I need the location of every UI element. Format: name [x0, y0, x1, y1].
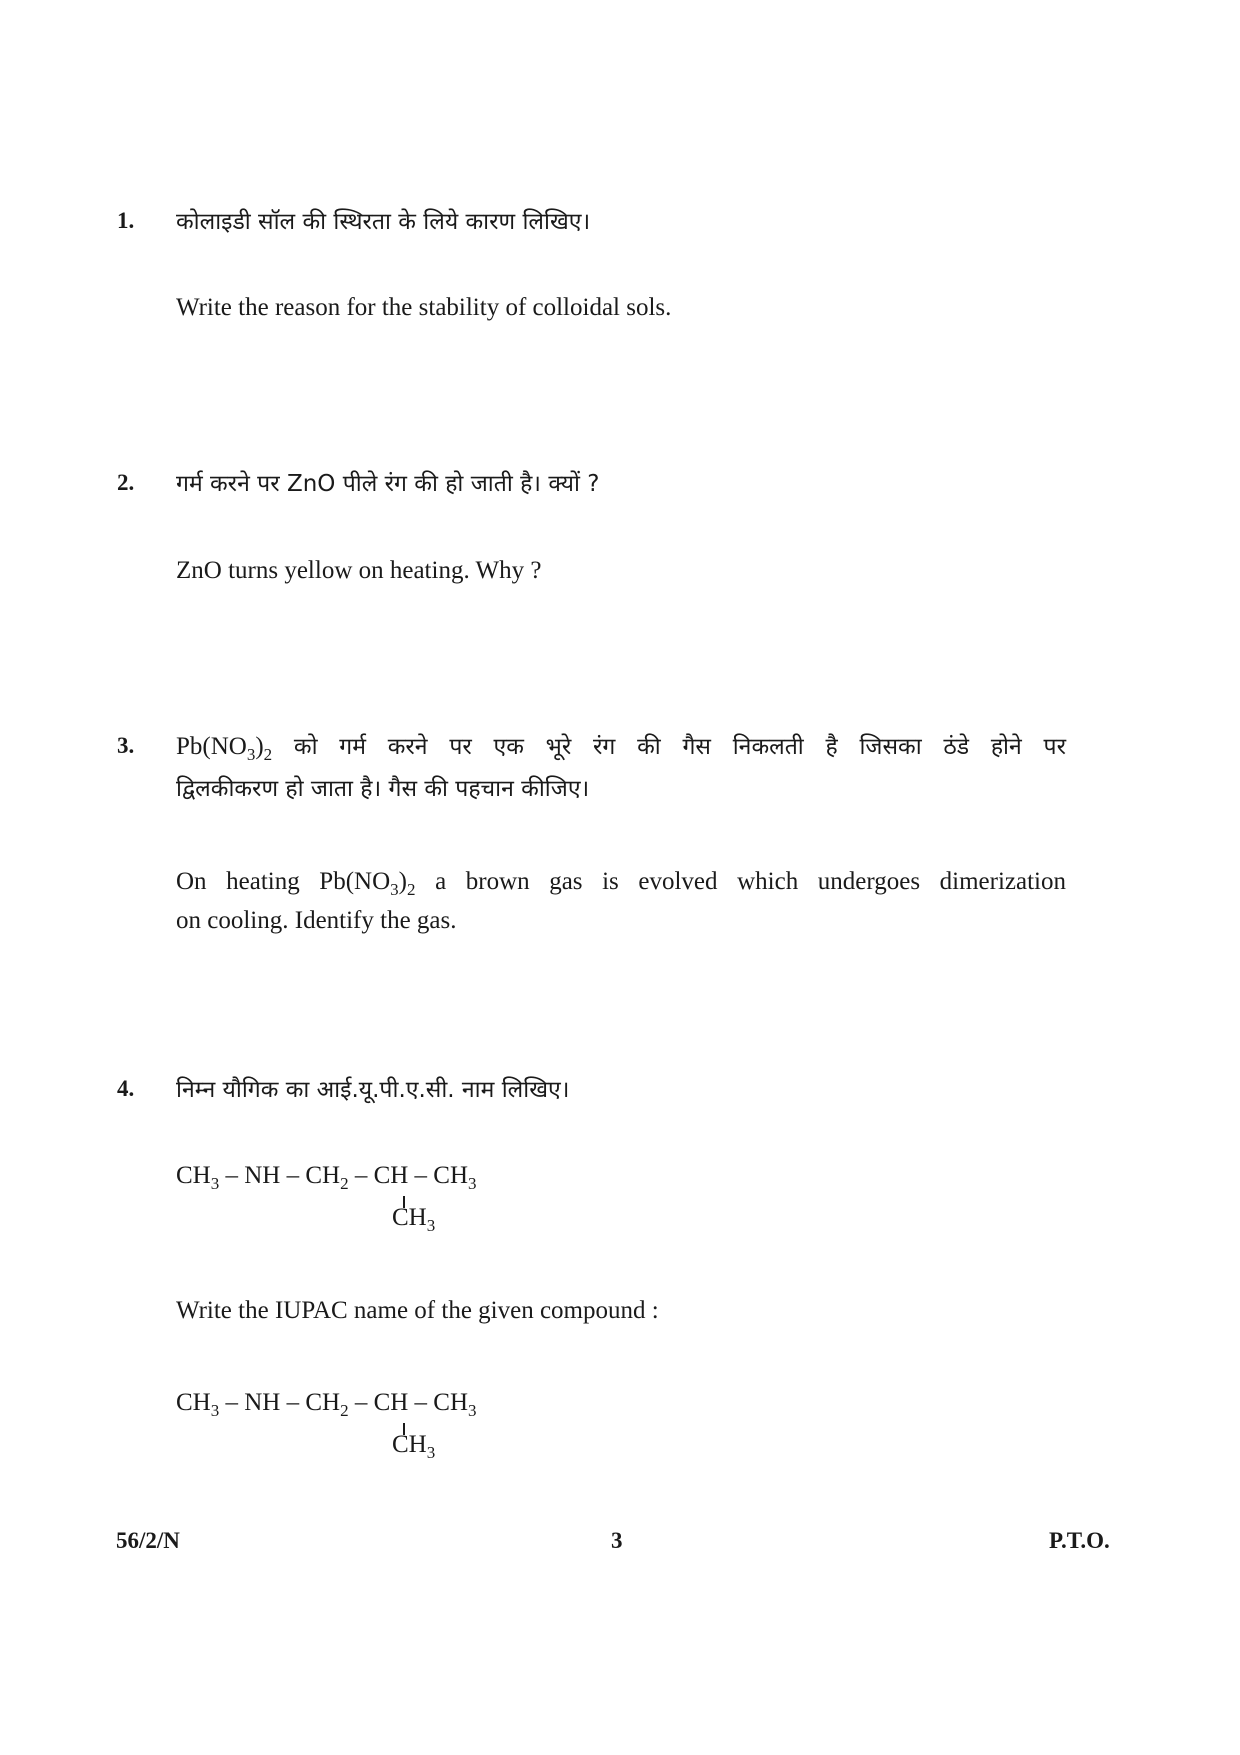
question-3-english-line-2: on cooling. Identify the gas. [176, 907, 457, 934]
question-1-hindi: कोलाइडी सॉल की स्थिरता के लिये कारण लिखिए। [176, 209, 591, 235]
structural-formula-1 [176, 1162, 576, 1242]
formula-branch: $CH_3$ [392, 1204, 436, 1235]
paper-code: 56/2/N [116, 1528, 180, 1553]
formula-lead-nitrate: $Pb(NO_3)_2$ [176, 733, 273, 764]
question-2-number: 2. [117, 470, 135, 495]
formula-branch: $CH_3$ [392, 1431, 436, 1462]
question-2-english: ZnO turns yellow on heating. Why ? [176, 557, 542, 584]
question-3-hindi-line-1: $Pb(NO_3)_2$ को गर्म करने पर एक भूरे रंग की गैस निकलती है जिसका ठंडे होने पर [176, 733, 1066, 764]
page-number: 3 [611, 1528, 623, 1553]
question-4-number: 4. [117, 1076, 135, 1101]
question-4-hindi: निम्न यौगिक का आई.यू.पी.ए.सी. नाम लिखिए। [176, 1077, 570, 1103]
question-2-hindi: गर्म करने पर ZnO पीले रंग की हो जाती है। क्यों ? [176, 471, 600, 497]
please-turn-over: P.T.O. [1049, 1528, 1110, 1553]
formula-main-chain: $CH_3$ – NH – $CH_2$ – CH – $CH_3$ [176, 1162, 477, 1193]
question-1-english: Write the reason for the stability of colloidal sols. [176, 294, 672, 321]
question-3-number: 3. [117, 733, 135, 758]
structural-formula-2 [176, 1389, 576, 1469]
question-1-number: 1. [117, 208, 135, 233]
question-3-english-line-1: On heating $Pb(NO_3)_2$ a brown gas is evolved which undergoes dimerization [176, 868, 1066, 899]
question-4-english: Write the IUPAC name of the given compound : [176, 1297, 659, 1324]
formula-main-chain: $CH_3$ – NH – $CH_2$ – CH – $CH_3$ [176, 1389, 477, 1420]
question-3-hindi-line-2: द्विलकीकरण हो जाता है। गैस की पहचान कीजिए। [176, 776, 590, 802]
